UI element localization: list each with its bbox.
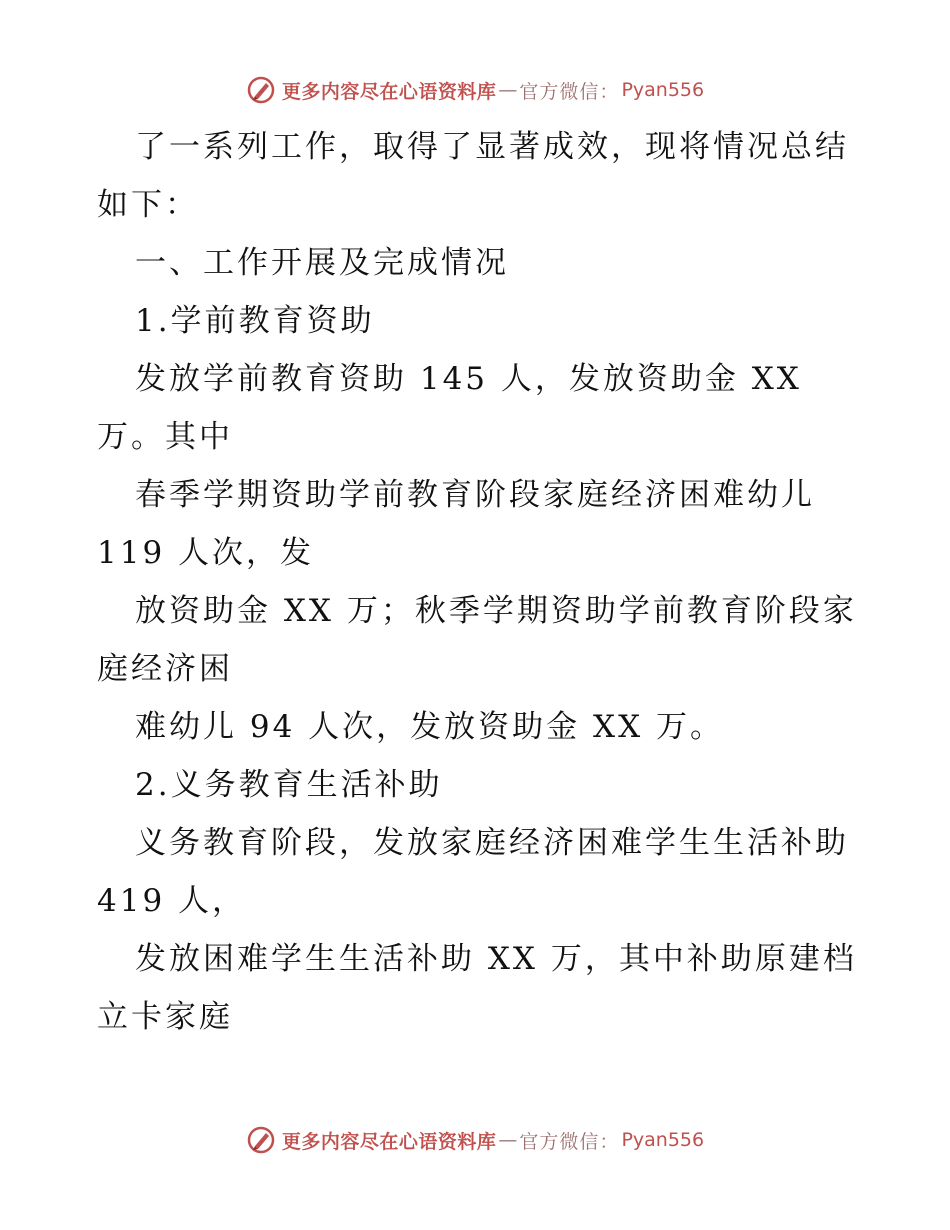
text-line: 万。其中 (97, 419, 233, 455)
subsection-heading: 1.学前教育资助 (135, 303, 375, 339)
text-line: 春季学期资助学前教育阶段家庭经济困难幼儿 (135, 477, 815, 513)
watermark-wechat-label: 官方微信： (519, 1130, 620, 1153)
text-line: 立卡家庭 (97, 999, 233, 1035)
watermark-dash: — (498, 1129, 518, 1151)
text-line: 庭经济困 (97, 651, 233, 687)
text-line: 了一系列工作，取得了显著成效，现将情况总结 (135, 129, 849, 165)
header-watermark (0, 70, 950, 110)
pen-logo-icon (246, 1125, 276, 1155)
subsection-heading: 2.义务教育生活补助 (135, 767, 443, 803)
text-line: 义务教育阶段，发放家庭经济困难学生生活补助 (135, 825, 849, 861)
text-line: 放资助金 XX 万；秋季学期资助学前教育阶段家 (135, 593, 857, 629)
watermark-wechat-label: 官方微信： (519, 80, 620, 103)
text-line: 如下： (97, 187, 199, 223)
watermark-dash: — (498, 79, 518, 101)
text-line: 419 人， (97, 883, 247, 919)
text-line: 119 人次，发 (97, 535, 315, 571)
watermark-title: 更多内容尽在心语资料库 (281, 80, 497, 103)
section-heading: 一、工作开展及完成情况 (135, 245, 509, 281)
text-line: 发放困难学生生活补助 XX 万，其中补助原建档 (135, 941, 857, 977)
text-line: 发放学前教育资助 145 人，发放资助金 XX (135, 361, 802, 397)
text-line: 难幼儿 94 人次，发放资助金 XX 万。 (135, 709, 724, 745)
pen-logo-icon (246, 75, 276, 105)
watermark-wechat-id: Pyan556 (621, 79, 705, 101)
footer-watermark (0, 1120, 950, 1160)
watermark-title: 更多内容尽在心语资料库 (281, 1130, 497, 1153)
document-body (97, 118, 857, 1046)
watermark-wechat-id: Pyan556 (621, 1129, 705, 1151)
